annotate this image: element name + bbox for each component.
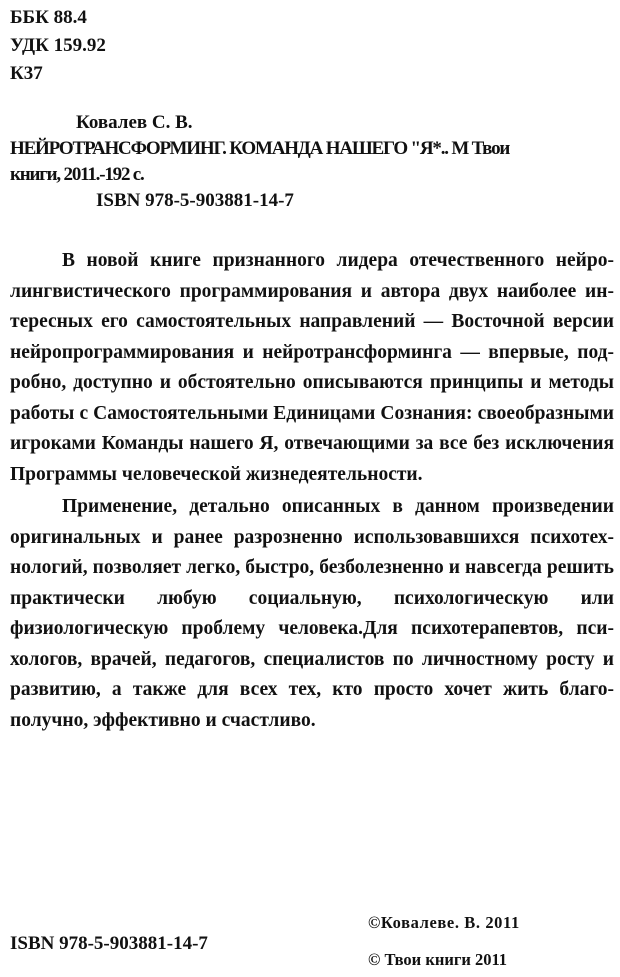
record-isbn: ISBN 978-5-903881-14-7	[96, 190, 294, 211]
abstract-paragraph-2: Применение, детально описанных в данном произведении оригинальных и ранее разрозненно использовавшихся психотехнологий, позволяет легко, быстро, безболезненно и навсегда решить практически любую социальную, психологическую или физиологическую проблему человека.Для психотерапевтов, психологов, врачей, педагогов, специалистов по личностному росту и развитию, а также для всех тех, кто просто хочет жить благополучно, эффективно и счастливо.	[10, 496, 614, 731]
publisher-line: книги, 2011.-192 с.	[10, 164, 144, 185]
abstract	[10, 246, 614, 736]
author-name: Ковалев С. В.	[76, 112, 193, 133]
bibliographic-record	[10, 110, 614, 214]
classification-codes	[10, 4, 106, 88]
author-mark: К37	[10, 63, 43, 84]
footer-isbn: ISBN 978-5-903881-14-7	[10, 933, 208, 954]
abstract-paragraph-1: В новой книге признанного лидера отечественного нейролингвистического программирования и автора двух наиболее интересных его самостоятельных направлений — Восточной версии нейропрограммирования и нейротрансформинга — впервые, подробно, доступно и обстоятельно описываются принципы и методы работы с Самостоятельными Единицами Сознания: своеобразными игроками Команды нашего Я, отвечающими за все без исключения Программы человеческой жизнедеятельности.	[10, 250, 614, 485]
copyright-publisher: © Твои книги 2011	[368, 950, 508, 969]
copyright-author: ©Ковалеве. В. 2011	[368, 913, 520, 932]
book-title-line: НЕЙРОТРАНСФОРМИНГ. КОМАНДА НАШЕГО "Я*.. М Твои	[10, 138, 510, 159]
bbk-code: ББК 88.4	[10, 7, 87, 28]
udk-code: УДК 159.92	[10, 35, 106, 56]
